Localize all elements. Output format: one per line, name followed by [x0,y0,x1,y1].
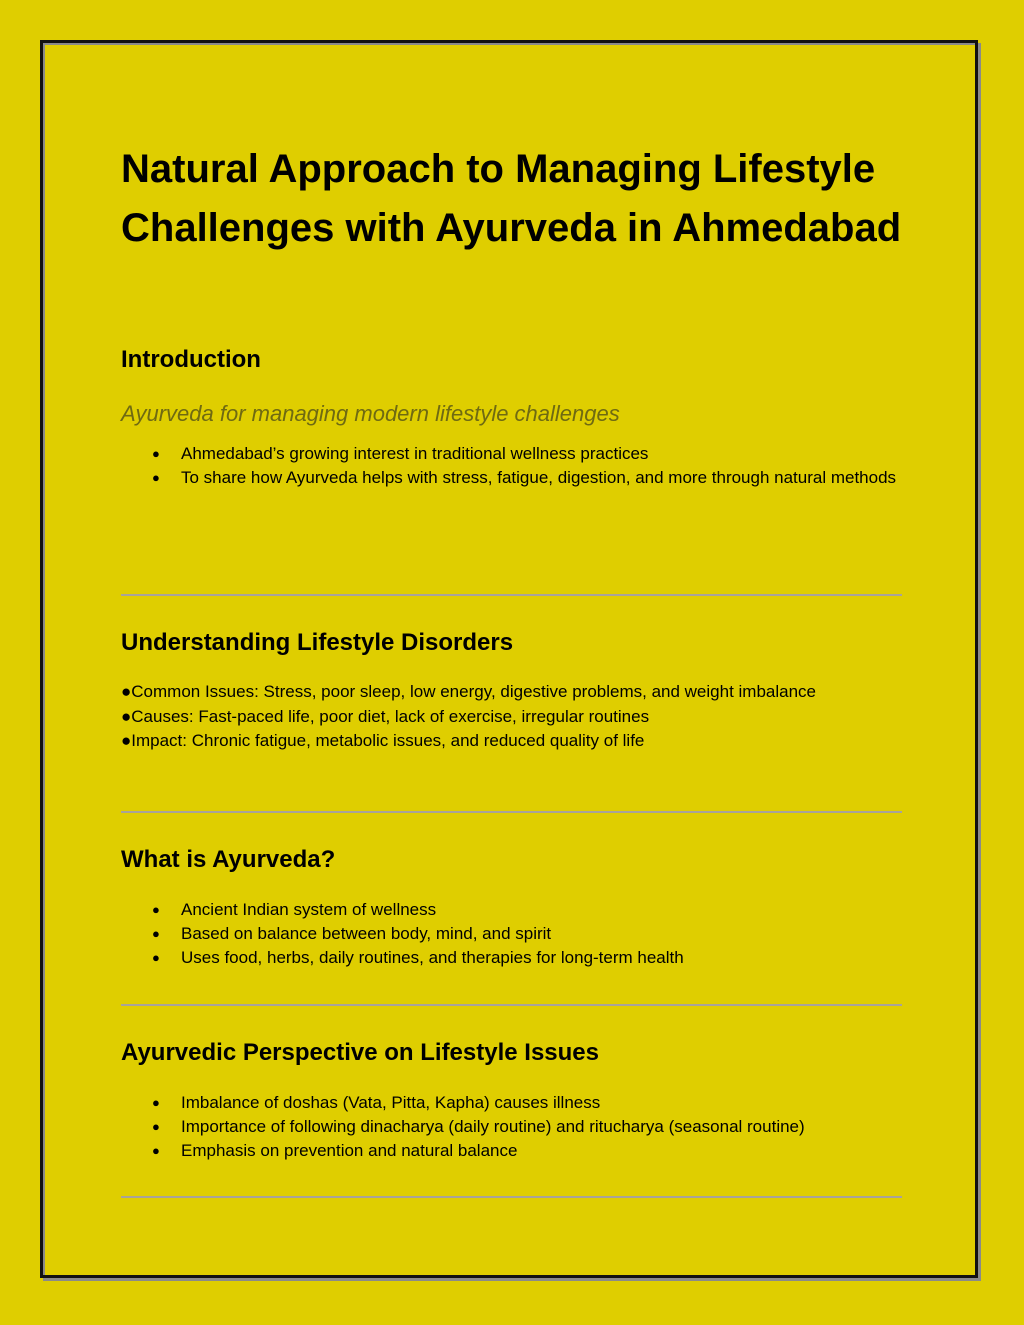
list-item: ● Based on balance between body, mind, and spirit [121,922,901,946]
section-heading-what-is-ayurveda: What is Ayurveda? [121,846,336,873]
list-item: ● Ancient Indian system of wellness [121,898,901,922]
section-heading-perspective: Ayurvedic Perspective on Lifestyle Issues [121,1039,599,1066]
perspective-bullet-list [121,1091,901,1163]
section-divider [121,1196,902,1198]
section-heading-disorders: Understanding Lifestyle Disorders [121,629,514,656]
page-title: Natural Approach to Managing Lifestyle Challenges with Ayurveda in Ahmedabad [121,147,902,250]
section-divider [121,1004,902,1006]
intro-subtitle: Ayurveda for managing modern lifestyle challenges [121,401,620,426]
list-item: ●Common Issues: Stress, poor sleep, low energy, digestive problems, and weight imbalance [121,682,817,701]
disorders-list [121,680,821,754]
section-heading-introduction: Introduction [121,346,261,373]
what-is-bullet-list [121,898,901,970]
list-item: ● Imbalance of doshas (Vata, Pitta, Kapha) causes illness [121,1091,901,1115]
section-divider [121,594,902,596]
list-item: ● To share how Ayurveda helps with stress, fatigue, digestion, and more through natural methods [121,466,901,490]
list-item: ●Impact: Chronic fatigue, metabolic issues, and reduced quality of life [121,731,645,750]
list-item: ●Causes: Fast-paced life, poor diet, lack of exercise, irregular routines [121,706,650,726]
list-item: ● Importance of following dinacharya (daily routine) and ritucharya (seasonal routine) [121,1115,901,1139]
section-divider [121,811,902,813]
intro-bullet-list [121,442,901,490]
list-item: ● Ahmedabad’s growing interest in traditional wellness practices [121,442,901,466]
list-item: ● Uses food, herbs, daily routines, and therapies for long-term health [121,946,901,970]
list-item: ● Emphasis on prevention and natural balance [121,1139,901,1163]
